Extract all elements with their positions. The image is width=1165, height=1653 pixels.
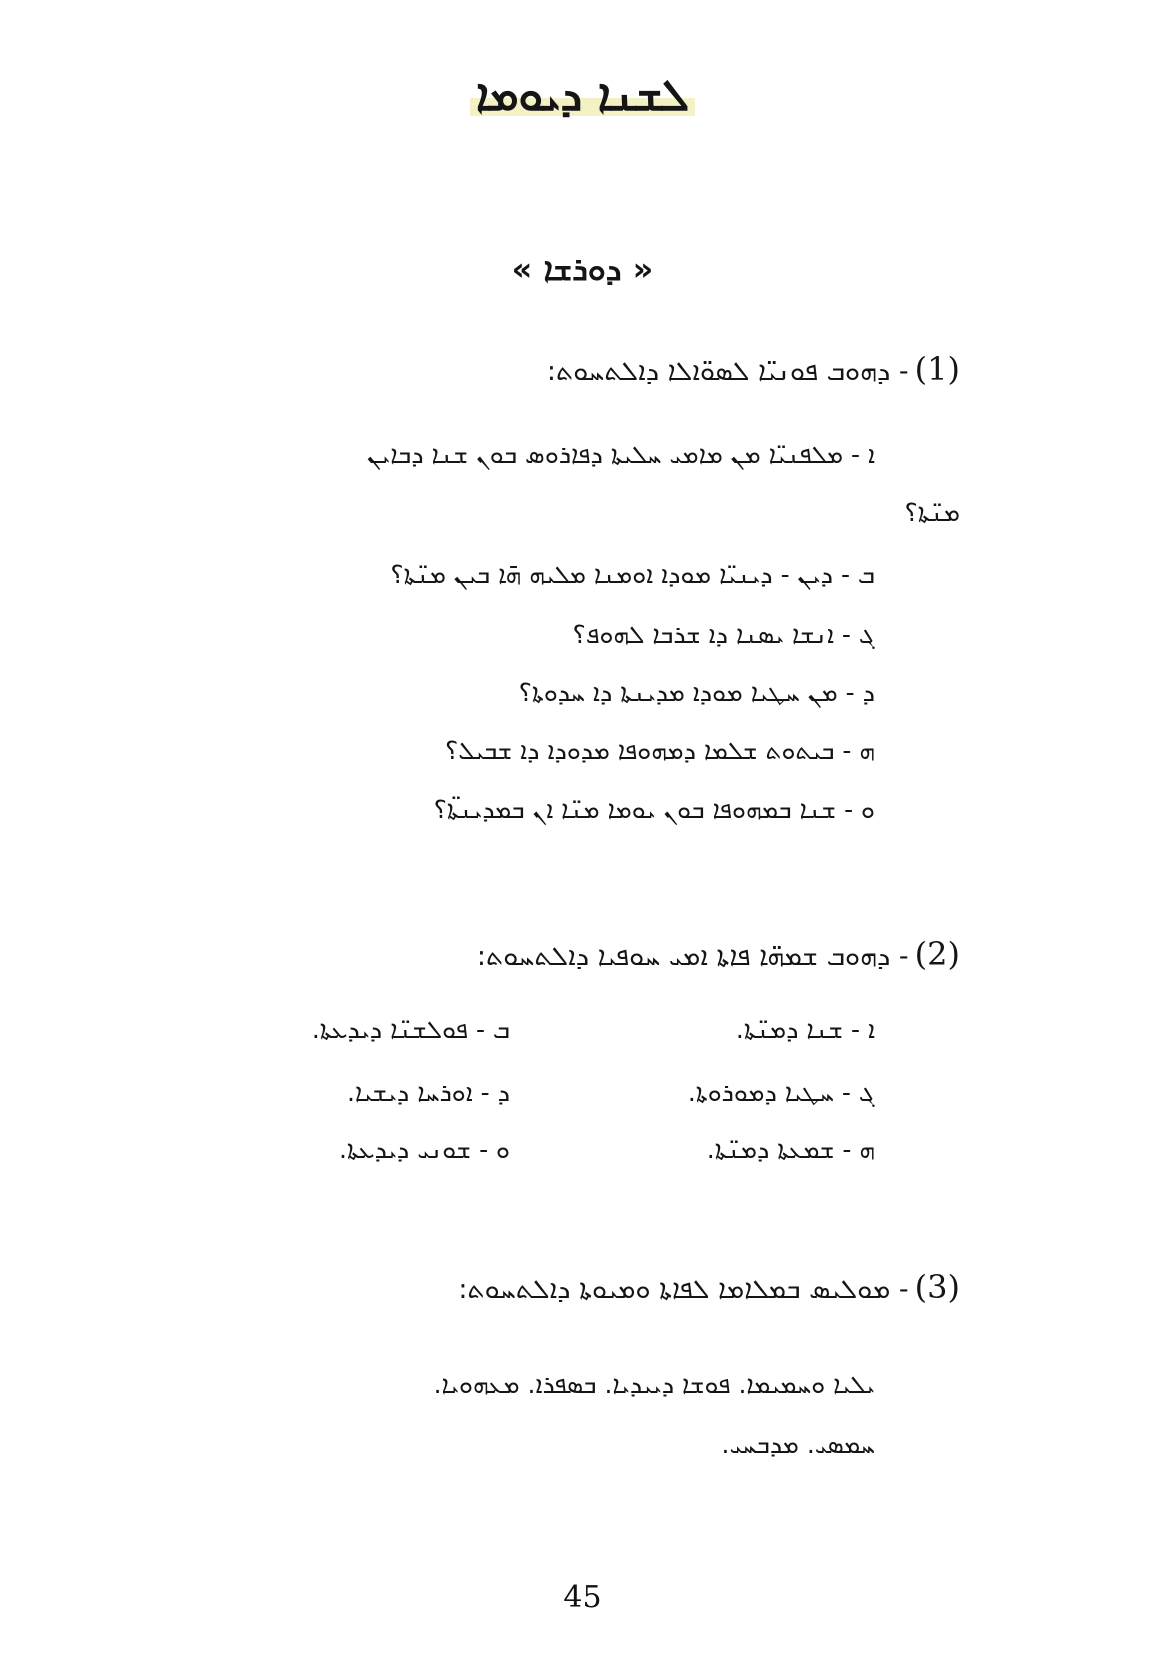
question-text: - ܕܗܘܒ ܦܘܢܝ̈ܐ ܠܣܘ̈ܐܠܐ ܕܐܠܬܚܘܬ: bbox=[546, 356, 909, 387]
q2-item: ܕ - ܐܘܪܚܐ ܕܝܫܝܐ. bbox=[346, 1078, 510, 1107]
page-title: ܠܫܢܐ ܕܝܘܡܐ bbox=[0, 70, 1165, 121]
q2-item: ܒ - ܦܘܠܫܢ̈ܐ ܕܝܕܥܬܐ. bbox=[311, 1015, 510, 1044]
section-subtitle: « ܕܘܪܫܐ » bbox=[511, 250, 654, 288]
q1-item: ܗ - ܒܝܬܘܬ ܫܠܡܐ ܕܡܗܘܦܐ ܡܕܘܕܐ ܕܐ ܫܒܝܠ؟ bbox=[445, 736, 875, 765]
question-text: - ܡܘܠܝܣ ܒܡܠܐܡܐ ܠܦܐܬܐ ܘܡܝܘܬܐ ܕܐܠܬܚܘܬ: bbox=[458, 1274, 909, 1305]
page-number: 45 bbox=[563, 1580, 602, 1615]
q1-item: ܘ - ܫܢܐ ܒܡܗܘܦܐ ܒܘܢ ܝܘܡܐ ܡܢ̈ܐ ܐܢ ܒܡܕܝܢܬ̈ܐ؟ bbox=[433, 795, 875, 824]
q1-item: ܒ - ܕܝܢ - ܕܝܢܝ̈ܐ ܡܘܕܐ ܐܘܡܢܐ ܡܠܝܗ ܗ̄ܐ ܒܝܢ ܡܢ̈ܬܐ؟ bbox=[390, 560, 875, 589]
q3-word-list: ܝܠܝܐ ܘܚܡܝܡܐ. ܦܘܫܐ ܕܝܝܕܝܐ. ܒܣܦܪܐ. ܡܥܗܘܝܐ. bbox=[433, 1370, 875, 1399]
q2-item: ܘ - ܫܘܢܝ ܕܝܕܥܬܐ. bbox=[338, 1135, 510, 1164]
question-3 bbox=[458, 1268, 960, 1306]
q1-item: ܕ - ܡܢ ܚܛܝܐ ܡܘܕܐ ܡܕܝܢܬܐ ܕܐ ܚܕܘܬܐ؟ bbox=[518, 678, 875, 707]
question-number: (2) bbox=[914, 935, 960, 973]
question-number: (3) bbox=[914, 1268, 960, 1306]
question-1 bbox=[547, 350, 960, 388]
question-text: - ܕܗܘܒ ܫܡܗ̈ܐ ܦܐܬܐ ܐܡܝ ܚܘܦܝܐ ܕܐܠܬܚܘܬ: bbox=[476, 941, 909, 972]
q2-item: ܗ - ܫܡܥܬܐ ܕܡܢ̈ܬܐ. bbox=[706, 1135, 875, 1164]
question-2 bbox=[477, 935, 960, 973]
q1-item: ܓ - ܐܢܫܐ ܝܣܢܐ ܕܐ ܫܪܒܐ ܠܗܘܦ؟ bbox=[572, 620, 875, 649]
question-number: (1) bbox=[914, 350, 960, 388]
q2-item: ܐ - ܫܢܐ ܕܡܢ̈ܬܐ. bbox=[735, 1015, 875, 1044]
q1-lead-line: ܐ - ܡܠܦܢܝ̈ܐ ܡܢ ܡܐܡܝ ܚܠܝܬܐ ܕܦܐܪܘܣ ܒܘܢ ܫܢܐ ܕܒܐܝܢ bbox=[367, 440, 875, 469]
q2-item: ܓ - ܚܛܝܐ ܕܡܘܪܘܬܐ. bbox=[687, 1078, 875, 1107]
q3-word-list-continued: ܚܡܣܝ. ܡܕܒܚܝ. bbox=[721, 1430, 875, 1459]
q1-lead-continuation: ܡܢ̈ܬܐ؟ bbox=[904, 498, 960, 527]
